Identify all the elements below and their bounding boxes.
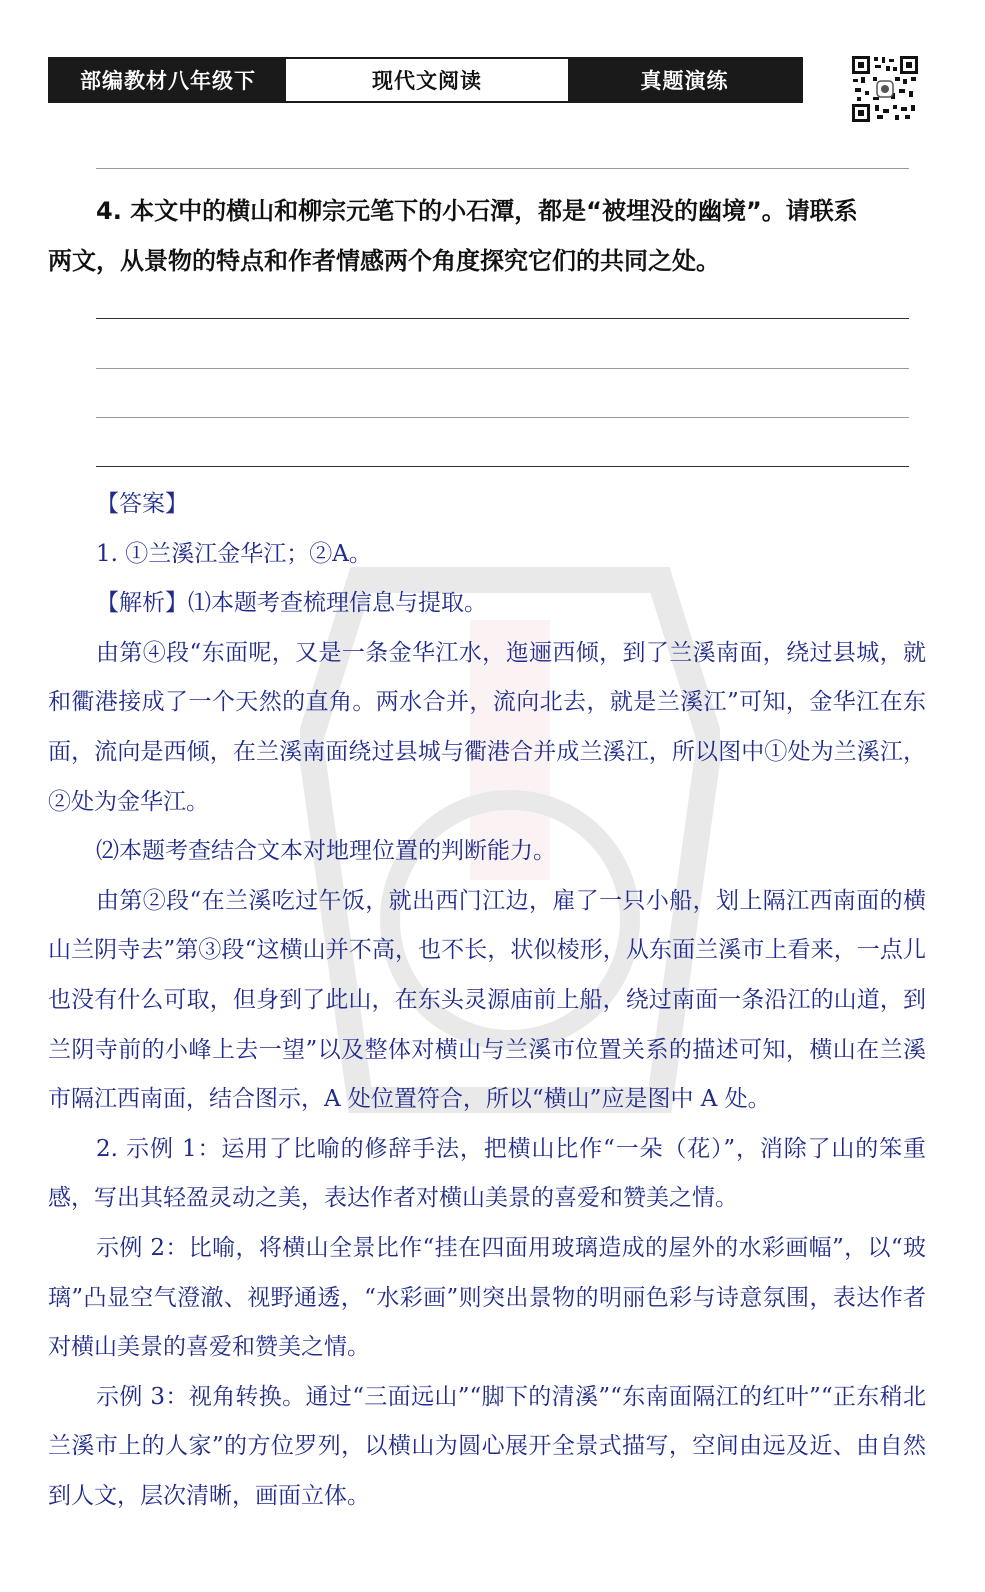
question-line-2: 两文，从景物的特点和作者情感两个角度探究它们的共同之处。: [48, 247, 720, 275]
analysis-paragraph-2: 由第②段“在兰溪吃过午饭，就出西门江边，雇了一只小船，划上隔江西南面的横山兰阴寺去”第③段“这横山并不高，也不长，状似棱形，从东面兰溪市上看来，一点儿也没有什么可取，但身到了此山，在东头灵源庙前上船，绕过南面一条沿江的山道，到兰阴寺前的小峰上去一望”以及整体对横山与兰溪市位置关系的描述可知，横山在兰溪市隔江西南面，结合图示，A 处位置符合，所以“横山”应是图中 A 处。: [48, 887, 926, 1113]
answer-line-2[interactable]: [96, 368, 909, 369]
answer-example-1: 2. 示例 1：运用了比喻的修辞手法，把横山比作“一朵（花）”，消除了山的笨重感，写出其轻盈灵动之美，表达作者对横山美景的喜爱和赞美之情。: [48, 1135, 926, 1212]
header-practice-label: 真题演练: [568, 59, 801, 101]
question-line-1: 4. 本文中的横山和柳宗元笔下的小石潭，都是“被埋没的幽境”。请联系: [96, 197, 858, 225]
header-bar: [48, 57, 803, 103]
analysis-heading: 【解析】⑴本题考查梳理信息与提取。: [96, 590, 487, 617]
qr-code-icon: [851, 55, 919, 123]
analysis-subheading-2: ⑵本题考查结合文本对地理位置的判断能力。: [96, 838, 556, 865]
header-textbook-label: 部编教材八年级下: [50, 59, 286, 101]
answer-item-1: 1. ①兰溪江金华江；②A。: [96, 540, 372, 567]
answer-section: [48, 480, 926, 1521]
analysis-paragraph-1: 由第④段“东面呢，又是一条金华江水，迤逦西倾，到了兰溪南面，绕过县城，就和衢港接成了一个天然的直角。两水合并，流向北去，就是兰溪江”可知，金华江在东面，流向是西倾，在兰溪南面绕过县城与衢港合并成兰溪江，所以图中①处为兰溪江，②处为金华江。: [48, 639, 926, 815]
top-divider: [96, 168, 909, 169]
header-section-label: 现代文阅读: [286, 59, 568, 101]
question-4: [48, 186, 918, 286]
answer-line-4[interactable]: [96, 466, 909, 467]
answer-example-2: 示例 2：比喻，将横山全景比作“挂在四面用玻璃造成的屋外的水彩画幅”，以“玻璃”凸显空气澄澈、视野通透，“水彩画”则突出景物的明丽色彩与诗意氛围，表达作者对横山美景的喜爱和赞美之情。: [48, 1234, 926, 1361]
answer-line-1[interactable]: [96, 318, 909, 319]
answer-line-3[interactable]: [96, 417, 909, 418]
answer-example-3: 示例 3：视角转换。通过“三面远山”“脚下的清溪”“东南面隔江的红叶”“正东稍北兰溪市上的人家”的方位罗列，以横山为圆心展开全景式描写，空间由远及近、由自然到人文，层次清晰，画面立体。: [48, 1383, 926, 1509]
answer-heading: 【答案】: [96, 491, 188, 517]
